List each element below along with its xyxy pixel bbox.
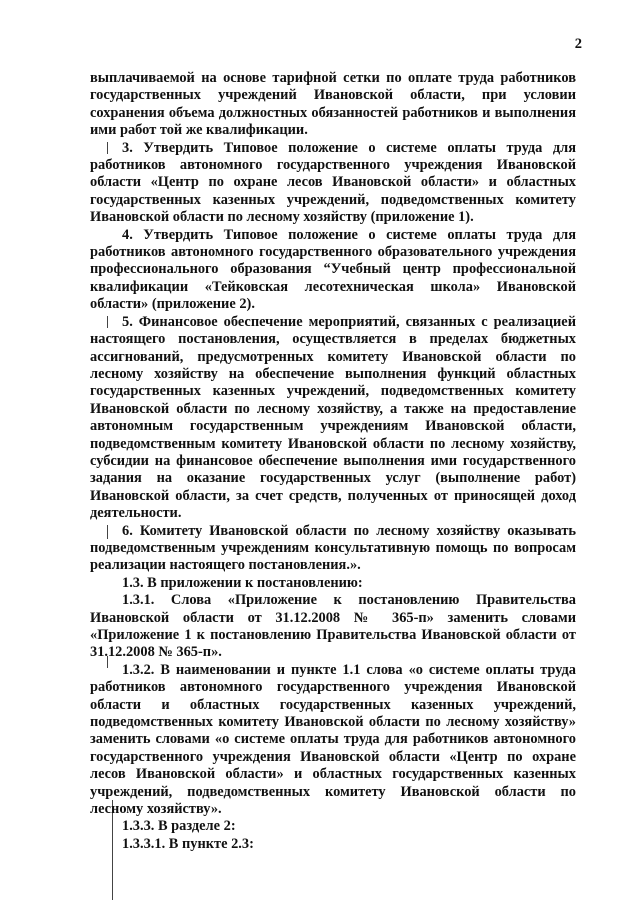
paragraph-1-3-1: 1.3.1. Слова «Приложение к постановлению Правительства Ивановской области от 31.12.2008 № 365-п» заменить словами «Приложение 1 к постановлению Правительства Ивановской области от 31.12.2008 № 365-п». <box>90 592 576 661</box>
paragraph-item-6: 6. Комитету Ивановской области по лесному хозяйству оказывать подведомственным учреждениям консультативную помощь по вопросам реализации настоящего постановления.». <box>90 522 576 574</box>
paragraph-item-4: 4. Утвердить Типовое положение о системе оплаты труда для работников автономного государственного образовательного учреждения профессионального образования “Учебный центр профессиональной квалификации «Тейковская лесотехническая школа» Ивановской области» (приложение 2). <box>90 226 576 313</box>
paragraph-1-3-3-1: 1.3.3.1. В пункте 2.3: <box>122 835 254 852</box>
page-number: 2 <box>574 36 582 52</box>
paragraph-item-5: 5. Финансовое обеспечение мероприятий, связанных с реализацией настоящего постановления, осуществляется в пределах бюджетных ассигнований, предусмотренных комитету Ивановской области по лесному хозяйству на обеспечение выполнения функций областных государственных казенных учреждений, подведомственных комитету Ивановской области по лесному хозяйству, а также на предоставление автономным государственным учреждениям Ивановской области, подведомственным комитету Ивановской области по лесному хозяйству, субсидии на финансовое обеспечение выполнения ими государственного задания на оказание государственных услуг (выполнение работ) Ивановской области, за счет средств, полученных от приносящей доход деятельности. <box>90 313 576 522</box>
paragraph-continuation: выплачиваемой на основе тарифной сетки по оплате труда работников государственных учреждений Ивановской области, при условии сохранения объема должностных обязанностей работников и выполнения ими работ той же квалификации. <box>90 70 576 139</box>
paragraph-1-3-3: 1.3.3. В разделе 2: <box>122 818 236 835</box>
paragraph-1-3: 1.3. В приложении к постановлению: <box>122 574 363 591</box>
document-body <box>90 70 576 853</box>
paragraph-item-3: 3. Утвердить Типовое положение о системе оплаты труда для работников автономного государственного учреждения Ивановской области «Центр по охране лесов Ивановской области» и областных государственных казенных учреждений, подведомственных комитету Ивановской области по лесному хозяйству (приложение 1). <box>90 139 576 226</box>
paragraph-1-3-2: 1.3.2. В наименовании и пункте 1.1 слова «о системе оплаты труда работников автономного государственного учреждения Ивановской области и областных государственных казенных учреждений, подведомственных комитету Ивановской области по лесному хозяйству» заменить словами «о системе оплаты труда для работников автономного государственного учреждения Ивановской области «Центр по охране лесов Ивановской области» и областных государственных казенных учреждений, подведомственных комитету Ивановской области по лесному хозяйству». <box>90 661 576 818</box>
